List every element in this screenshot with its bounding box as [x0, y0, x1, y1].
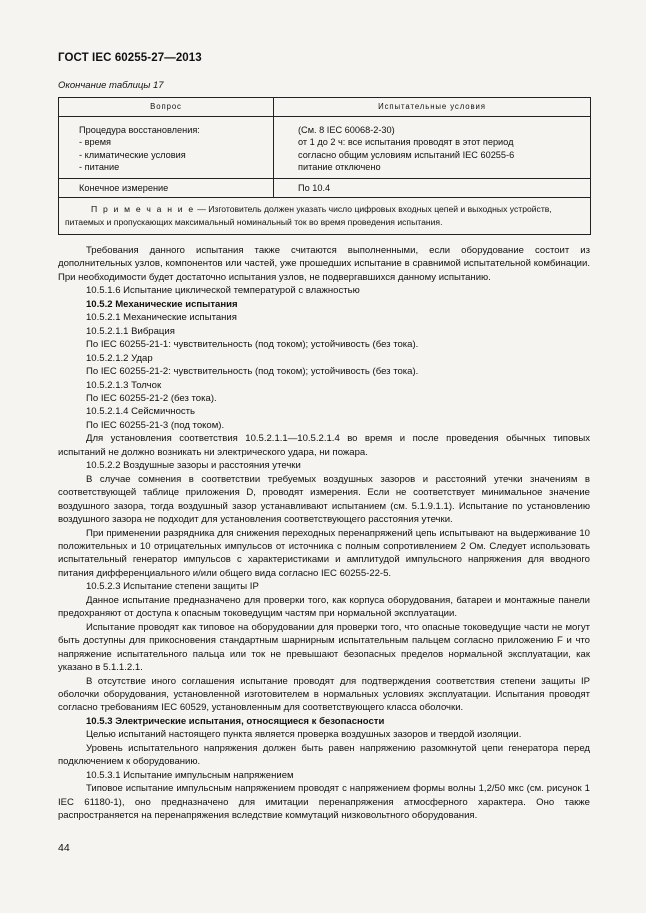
cell-final-measurement-ref: По 10.4: [274, 179, 591, 198]
cell-line: (См. 8 IEC 60068-2-30): [298, 125, 395, 135]
paragraph: Для установления соответствия 10.5.2.1.1—10.5.2.1.4 во время и после проведения обычных типовых испытаний не должно возникать ни электрического удара, ни пожара.: [58, 433, 590, 458]
table-17: [58, 97, 591, 235]
paragraph: 10.5.2.1.2 Удар: [86, 352, 153, 364]
paragraph: В отсутствие иного соглашения испытание проводят для подтверждения соответствия степени защиты IP оболочки оборудования, установленной изготовителем в нормальных условиях эксплуатации. Испытания проводят согласно требованиям IEC 60529, установленным для соответствующего класса оболочки.: [58, 675, 590, 714]
paragraph: Типовое испытание импульсным напряжением проводят с напряжением формы волны 1,2/50 мкс (см. рисунок 1 IEC 61180-1), оно предназначено для имитации перенапряжения атмосферного характера. Оно также распространяется на перенапряжения вследствие коммутаций низковольтного оборудования.: [58, 783, 590, 822]
cell-line: питание отключено: [298, 161, 381, 172]
paragraph: 10.5.1.6 Испытание циклической температурой с влажностью: [86, 285, 360, 297]
header-question: Вопрос: [59, 98, 274, 117]
paragraph: 10.5.2.2 Воздушные зазоры и расстояния утечки: [86, 460, 301, 472]
paragraph: Данное испытание предназначено для проверки того, как корпуса оборудования, батареи и монтажные панели предохраняют от доступа к опасным токоведущим частям при нормальной эксплуатации.: [58, 594, 590, 620]
cell-line: от 1 до 2 ч: все испытания проводят в этот период: [298, 137, 514, 148]
cell-line: - время: [79, 137, 112, 148]
page-number: 44: [58, 842, 70, 854]
table-caption: Окончание таблицы 17: [58, 80, 164, 91]
paragraph: Испытание проводят как типовое на оборудовании для проверки того, что опасные токоведущие части не могут быть доступны для прикосновения стандартным шарнирным испытательным пальцем согласно приложению F и что напряжение испытательного пальца или ток не превышают безопасных пределов нормальной эксплуатации, как указано в 5.1.1.2.1.: [58, 621, 590, 674]
paragraph: 10.5.2.1 Механические испытания: [86, 312, 237, 324]
body-text: [58, 244, 590, 822]
paragraph: При применении разрядника для снижения переходных перенапряжений цепь испытывают на выдерживание 10 положительных и 10 отрицательных импульсов от источника с полным сопротивлением 2 Ом. Следует использовать испытательный генератор импульсов с характеристиками и амплитудой импульсного напряжения для вводного питания дифференциального и/или общего вида согласно IEC 60255-22-5.: [58, 527, 590, 579]
table-note: [59, 198, 591, 235]
paragraph: По IEC 60255-21-2: чувствительность (под током); устойчивость (без тока).: [86, 366, 419, 378]
cell-final-measurement: Конечное измерение: [59, 179, 274, 198]
paragraph: Целью испытаний настоящего пункта является проверка воздушных зазоров и твердой изоляции.: [86, 729, 522, 741]
table-header-row: [59, 98, 591, 117]
cell-line: согласно общим условиям испытаний IEC 60255-6: [298, 149, 515, 160]
paragraph: 10.5.2.3 Испытание степени защиты IP: [86, 581, 259, 593]
section-heading: 10.5.3 Электрические испытания, относящиеся к безопасности: [86, 715, 385, 727]
table-row: [59, 179, 591, 198]
paragraph: По IEC 60255-21-3 (под током).: [86, 419, 225, 431]
cell-line: Процедура восстановления:: [79, 125, 200, 135]
cell-line: - климатические условия: [79, 149, 186, 160]
paragraph: 10.5.3.1 Испытание импульсным напряжением: [86, 769, 294, 781]
table-note-row: [59, 198, 591, 235]
table-row: [59, 117, 591, 179]
paragraph: Уровень испытательного напряжения должен быть равен напряжению разомкнутой цепи генератора перед подключением к оборудованию.: [58, 742, 590, 768]
paragraph: В случае сомнения в соответствии требуемых воздушных зазоров и расстояний утечки значениям в соответствующей таблице приложения D, проводят измерения. Если не соответствует минимальное значение воздушного зазора, тогда воздушный зазор устанавливают испытанием (см. 5.1.9.1.1). Испытание по установлению воздушного зазора не подходит для установления соответствующего расстояния утечки.: [58, 473, 590, 526]
note-label: П р и м е ч а н и е: [91, 204, 195, 215]
paragraph: Требования данного испытания также считаются выполненными, если оборудование состоит из дополнительных узлов, компонентов или частей, уже прошедших испытание в сравнимой испытательной комбинации. При необходимости будет достаточно испытания узлов, не подвергавшихся данному испытанию.: [58, 245, 590, 283]
paragraph: По IEC 60255-21-1: чувствительность (под током); устойчивость (без тока).: [86, 339, 419, 351]
note-text: — Изготовитель должен указать число цифровых входных цепей и выходных устройств, питаемых и пропускающих максимальный номинальный ток во время проведения испытания.: [65, 204, 552, 227]
paragraph: 10.5.2.1.3 Толчок: [86, 379, 162, 391]
section-heading: 10.5.2 Механические испытания: [86, 298, 238, 310]
cell-recovery-conditions: [274, 117, 591, 179]
paragraph: 10.5.2.1.1 Вибрация: [86, 325, 175, 337]
cell-line: - питание: [79, 161, 120, 172]
paragraph: 10.5.2.1.4 Сейсмичность: [86, 406, 196, 418]
paragraph: По IEC 60255-21-2 (без тока).: [86, 392, 217, 404]
document-header: ГОСТ IEC 60255-27—2013: [58, 52, 202, 64]
header-test-conditions: Испытательные условия: [274, 98, 591, 117]
cell-recovery-procedure: [59, 117, 274, 179]
